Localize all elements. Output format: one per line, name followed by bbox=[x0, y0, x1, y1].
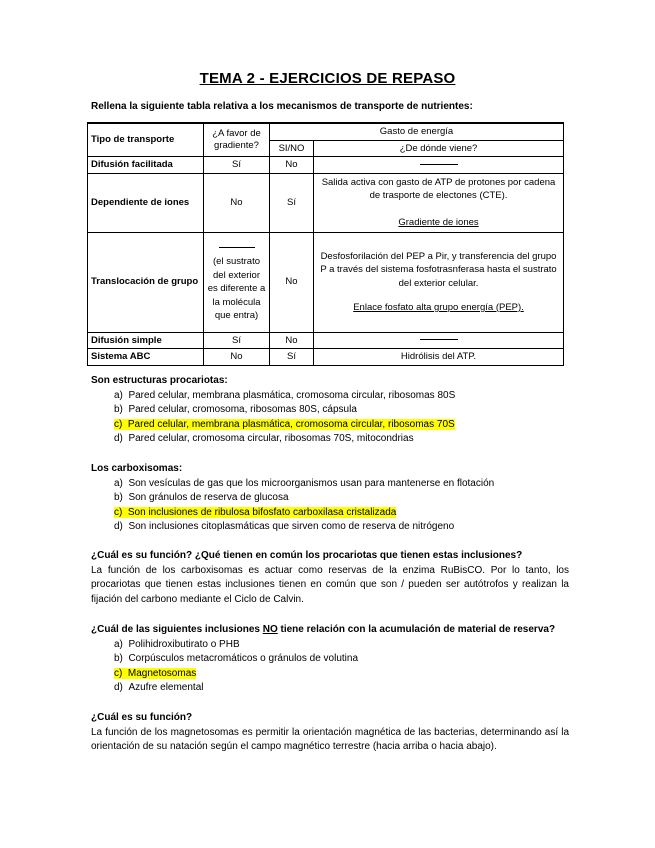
header-gasto: Gasto de energía bbox=[270, 123, 564, 140]
option-a bbox=[114, 638, 569, 653]
cell-donde bbox=[314, 332, 564, 349]
question-1-options bbox=[91, 389, 569, 447]
header-favor: ¿A favor de gradiente? bbox=[204, 123, 270, 157]
header-tipo: Tipo de transporte bbox=[88, 123, 204, 157]
question-4-title bbox=[91, 623, 569, 638]
option-c-highlighted bbox=[114, 418, 569, 433]
option-a bbox=[114, 477, 569, 492]
donde-summary: Gradiente de iones bbox=[398, 216, 479, 228]
option-text: a) Son vesículas de gas que los microorganismos usan para mantenerse en flotación bbox=[114, 477, 495, 489]
question-3-title: ¿Cuál es su función? ¿Qué tienen en común los procariotas que tienen estas inclusiones? bbox=[91, 550, 523, 561]
cell-sino: No bbox=[270, 157, 314, 174]
option-text: b) Pared celular, cromosoma, ribosomas 80S, cápsula bbox=[114, 404, 357, 415]
option-d bbox=[114, 520, 569, 535]
cell-donde bbox=[314, 157, 564, 174]
question-text: ¿Cuál de las siguientes inclusiones bbox=[91, 624, 263, 635]
option-text: d) Pared celular, cromosoma circular, ribosomas 70S, mitocondrias bbox=[114, 433, 414, 444]
cell-favor: No bbox=[204, 173, 270, 232]
cell-favor bbox=[204, 232, 270, 332]
question-4-options bbox=[91, 638, 569, 696]
cell-sino: No bbox=[270, 332, 314, 349]
option-text: b) Corpúsculos metacromáticos o gránulos de volutina bbox=[114, 653, 359, 664]
question-5-title: ¿Cuál es su función? bbox=[91, 712, 193, 723]
cell-tipo: Dependiente de iones bbox=[88, 173, 204, 232]
option-text: d) Azufre elemental bbox=[114, 682, 204, 693]
question-3-answer: La función de los carboxisomas es actuar como reservas de la enzima RuBisCO. Por lo tanto, los procariotas que tienen estas inclusiones tienen en común que son / pueden ser autótrofos y realizan la fijación del carbono mediante el Ciclo de Calvin. bbox=[91, 564, 569, 605]
cell-tipo: Translocación de grupo bbox=[88, 232, 204, 332]
question-text: tiene relación con la acumulación de material de reserva? bbox=[277, 624, 556, 635]
cell-donde bbox=[314, 173, 564, 232]
dash-line bbox=[219, 247, 255, 248]
table-row bbox=[88, 232, 564, 332]
transport-table bbox=[87, 122, 564, 366]
donde-text: Desfosforilación del PEP a Pir, y transferencia del grupo P a través del sistema fosfotrasnferasa hasta el sustrato del exterior celular. bbox=[320, 250, 557, 289]
cell-donde: Hidrólisis del ATP. bbox=[314, 349, 564, 366]
option-text: c) Son inclusiones de ribulosa bifosfato carboxilasa cristalizada bbox=[114, 506, 397, 518]
donde-text: Salida activa con gasto de ATP de protones por cadena de trasporte de electones (CTE). bbox=[321, 176, 556, 202]
question-2 bbox=[91, 462, 569, 535]
cell-favor: No bbox=[204, 349, 270, 366]
table-row bbox=[88, 173, 564, 232]
question-1 bbox=[91, 374, 569, 447]
option-text: b) Son gránulos de reserva de glucosa bbox=[114, 492, 289, 503]
table-row bbox=[88, 349, 564, 366]
donde-summary: Enlace fosfato alta grupo energía (PEP). bbox=[353, 302, 524, 313]
option-c-highlighted bbox=[114, 506, 569, 521]
question-5-answer: La función de los magnetosomas es permitir la orientación magnética de las bacterias, determinando así la orientación de su natación según el campo magnético terrestre (hacia arriba o hacia abajo). bbox=[91, 726, 569, 752]
header-sino: SI/NO bbox=[270, 140, 314, 157]
question-3 bbox=[91, 549, 569, 607]
option-b bbox=[114, 491, 569, 506]
option-b bbox=[114, 652, 569, 667]
cell-tipo: Sistema ABC bbox=[88, 349, 204, 366]
cell-sino: Sí bbox=[270, 349, 314, 366]
question-2-title: Los carboxisomas: bbox=[91, 463, 183, 474]
option-b bbox=[114, 403, 569, 418]
table-row bbox=[88, 157, 564, 174]
dash-line bbox=[420, 339, 458, 340]
option-d bbox=[114, 681, 569, 696]
table-row bbox=[88, 332, 564, 349]
cell-favor: Sí bbox=[204, 157, 270, 174]
cell-sino: Sí bbox=[270, 173, 314, 232]
question-1-title: Son estructuras procariotas: bbox=[91, 375, 228, 386]
option-c-highlighted bbox=[114, 667, 569, 682]
intro-text: Rellena la siguiente tabla relativa a los mecanismos de transporte de nutrientes: bbox=[91, 101, 473, 112]
cell-tipo: Difusión facilitada bbox=[88, 157, 204, 174]
option-text: a) Pared celular, membrana plasmática, cromosoma circular, ribosomas 80S bbox=[114, 389, 456, 401]
cell-sino: No bbox=[270, 232, 314, 332]
question-4 bbox=[91, 623, 569, 696]
question-no-emphasis: NO bbox=[262, 624, 278, 635]
option-text: a) Polihidroxibutirato o PHB bbox=[114, 638, 240, 650]
option-text: c) Magnetosomas bbox=[114, 667, 197, 679]
cell-tipo: Difusión simple bbox=[88, 332, 204, 349]
option-text: c) Pared celular, membrana plasmática, cromosoma circular, ribosomas 70S bbox=[114, 418, 455, 430]
header-donde: ¿De dónde viene? bbox=[314, 140, 564, 157]
dash-line-wrap bbox=[207, 242, 266, 256]
cell-donde bbox=[314, 232, 564, 332]
favor-note: (el sustrato del exterior es diferente a la molécula que entra) bbox=[207, 256, 266, 321]
question-5 bbox=[91, 711, 569, 755]
question-2-options bbox=[91, 477, 569, 535]
option-d bbox=[114, 432, 569, 447]
dash-line bbox=[420, 164, 458, 165]
page-title: TEMA 2 - EJERCICIOS DE REPASO bbox=[199, 70, 456, 87]
cell-favor: Sí bbox=[204, 332, 270, 349]
option-text: d) Son inclusiones citoplasmáticas que sirven como de reserva de nitrógeno bbox=[114, 521, 455, 532]
option-a bbox=[114, 389, 569, 404]
